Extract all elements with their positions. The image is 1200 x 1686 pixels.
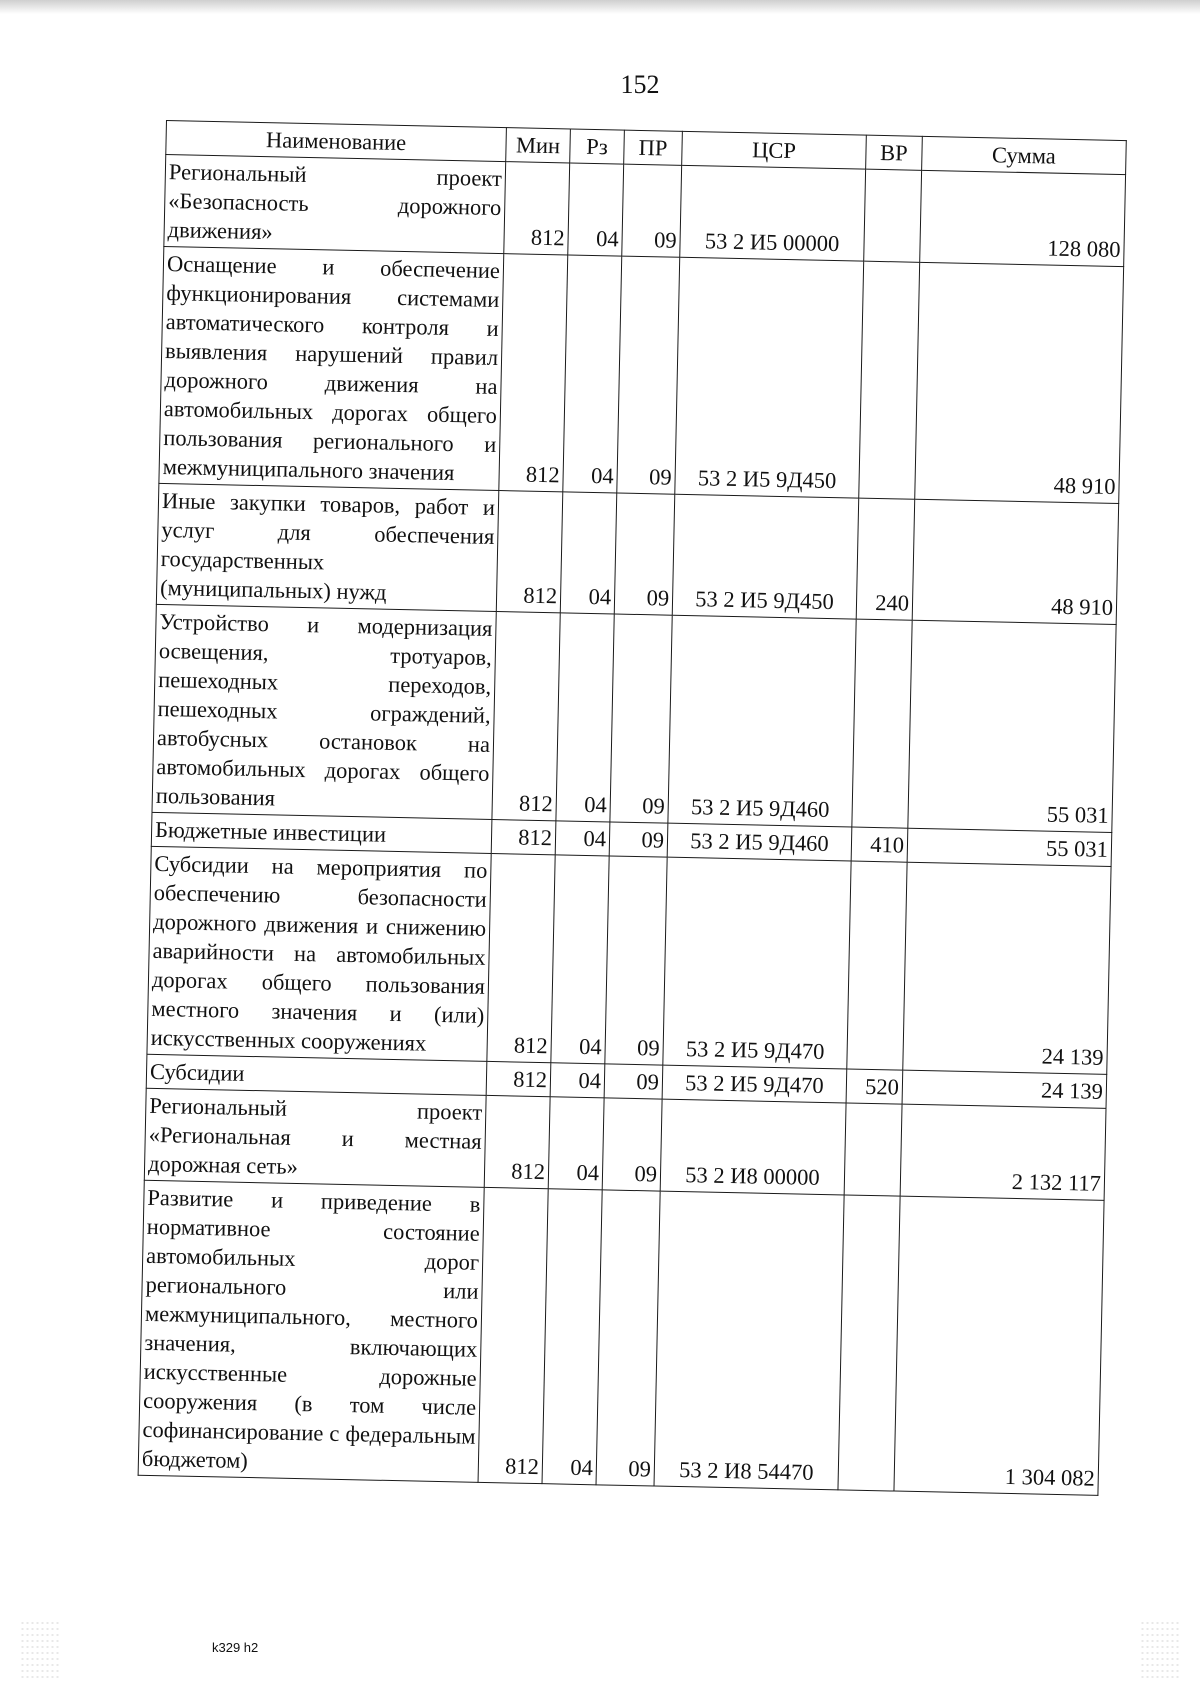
row-name: Развитие и приведение в нормативное состояние автомобильных дорог регионального или межмуниципального, местного значения, включающих искусственные дорожные сооружения (в том числе софинансирование с федеральным бюджетом): [138, 1180, 484, 1482]
row-csr: 53 2 И5 9Д470: [663, 857, 851, 1069]
row-name: Субсидии на мероприятия по обеспечению безопасности дорожного движения и снижению аварийности на автомобильных дорогах общего пользования местного значения и (или) искусственных сооружениях: [147, 846, 491, 1061]
row-sum: 1 304 082: [894, 1196, 1104, 1495]
scan-top-edge: [0, 0, 1200, 14]
row-vr: [859, 261, 920, 499]
header-name: Наименование: [166, 121, 507, 162]
row-pr: 09: [617, 256, 680, 494]
row-csr: 53 2 И5 9Д470: [662, 1065, 847, 1103]
table-row: [156, 483, 1118, 624]
row-sum: 2 132 117: [900, 1104, 1106, 1200]
row-pr: 09: [596, 1190, 660, 1486]
row-csr: 53 2 И5 9Д450: [672, 494, 858, 619]
row-rz: 04: [555, 821, 610, 856]
header-pr: ПР: [624, 130, 683, 165]
row-name: Иные закупки товаров, работ и услуг для обеспечения государственных (муниципальных) нужд: [156, 483, 498, 611]
row-rz: 04: [551, 855, 609, 1064]
row-vr: [844, 1103, 902, 1196]
row-sum: 128 080: [920, 170, 1126, 266]
row-name: Субсидии: [146, 1054, 487, 1095]
row-min: 812: [499, 254, 568, 492]
row-pr: 09: [609, 822, 668, 857]
row-rz: 04: [560, 492, 617, 614]
scan-noise-left: [20, 1620, 60, 1680]
row-csr: 53 2 И8 00000: [660, 1099, 846, 1195]
row-csr: 53 2 И5 00000: [680, 165, 866, 261]
header-csr: ЦСР: [682, 131, 867, 169]
row-name: Устройство и модернизация освещения, тротуаров, пешеходных переходов, пешеходных ограждений, автобусных остановок на автомобильных дорогах общего пользования: [152, 604, 496, 819]
row-rz: 04: [563, 255, 622, 493]
header-rz: Рз: [570, 129, 625, 164]
row-rz: 04: [568, 163, 624, 256]
table-row: [147, 846, 1111, 1074]
row-name: Оснащение и обеспечение функционирования системами автоматического контроля и выявления нарушений правил дорожного движения на автомобильных дорогах общего пользования регионального и межмуниципального значения: [159, 246, 504, 490]
row-sum: 55 031: [908, 620, 1116, 832]
header-sum: Сумма: [922, 136, 1127, 174]
header-vr: ВР: [866, 135, 923, 170]
footer-code: k329 h2: [212, 1640, 259, 1655]
row-vr: 240: [856, 498, 915, 620]
row-pr: 09: [610, 614, 672, 823]
row-sum: 48 910: [915, 262, 1124, 503]
row-name: Региональный проект «Региональная и местная дорожная сеть»: [144, 1088, 486, 1187]
row-min: 812: [484, 1095, 550, 1188]
row-vr: [847, 861, 907, 1070]
row-vr: 410: [851, 827, 908, 862]
table-row: [138, 1180, 1104, 1495]
row-csr: 53 2 И5 9Д450: [675, 257, 864, 498]
page-number: 152: [620, 70, 660, 99]
row-vr: [864, 169, 922, 262]
row-csr: 53 2 И8 54470: [654, 1191, 844, 1490]
row-sum: 48 910: [912, 499, 1118, 624]
row-sum: 55 031: [907, 828, 1112, 866]
scan-noise-right: [1140, 1620, 1180, 1680]
row-name: Бюджетные инвестиции: [151, 812, 492, 853]
table-row: [152, 604, 1116, 832]
row-rz: 04: [556, 613, 614, 822]
row-vr: [852, 619, 912, 828]
header-min: Мин: [506, 128, 571, 163]
row-sum: 24 139: [903, 862, 1111, 1074]
row-pr: 09: [604, 1064, 663, 1099]
row-pr: 09: [622, 164, 682, 257]
budget-table: [138, 120, 1127, 1496]
row-rz: 04: [548, 1097, 604, 1190]
row-vr: 520: [846, 1069, 903, 1104]
row-rz: 04: [542, 1189, 602, 1485]
row-min: 812: [492, 612, 560, 821]
row-pr: 09: [614, 493, 675, 615]
row-min: 812: [478, 1187, 548, 1483]
row-min: 812: [487, 853, 555, 1062]
row-vr: [838, 1195, 900, 1491]
row-pr: 09: [602, 1098, 662, 1191]
row-min: 812: [504, 162, 570, 255]
row-name: Региональный проект «Безопасность дорожного движения»: [164, 155, 506, 254]
row-min: 812: [491, 819, 556, 854]
table-row: [159, 246, 1124, 503]
row-rz: 04: [550, 1063, 605, 1098]
row-min: 812: [496, 491, 563, 613]
row-pr: 09: [605, 856, 667, 1065]
row-csr: 53 2 И5 9Д460: [668, 615, 856, 827]
row-csr: 53 2 И5 9Д460: [667, 823, 852, 861]
row-min: 812: [486, 1061, 551, 1096]
row-sum: 24 139: [902, 1070, 1107, 1108]
